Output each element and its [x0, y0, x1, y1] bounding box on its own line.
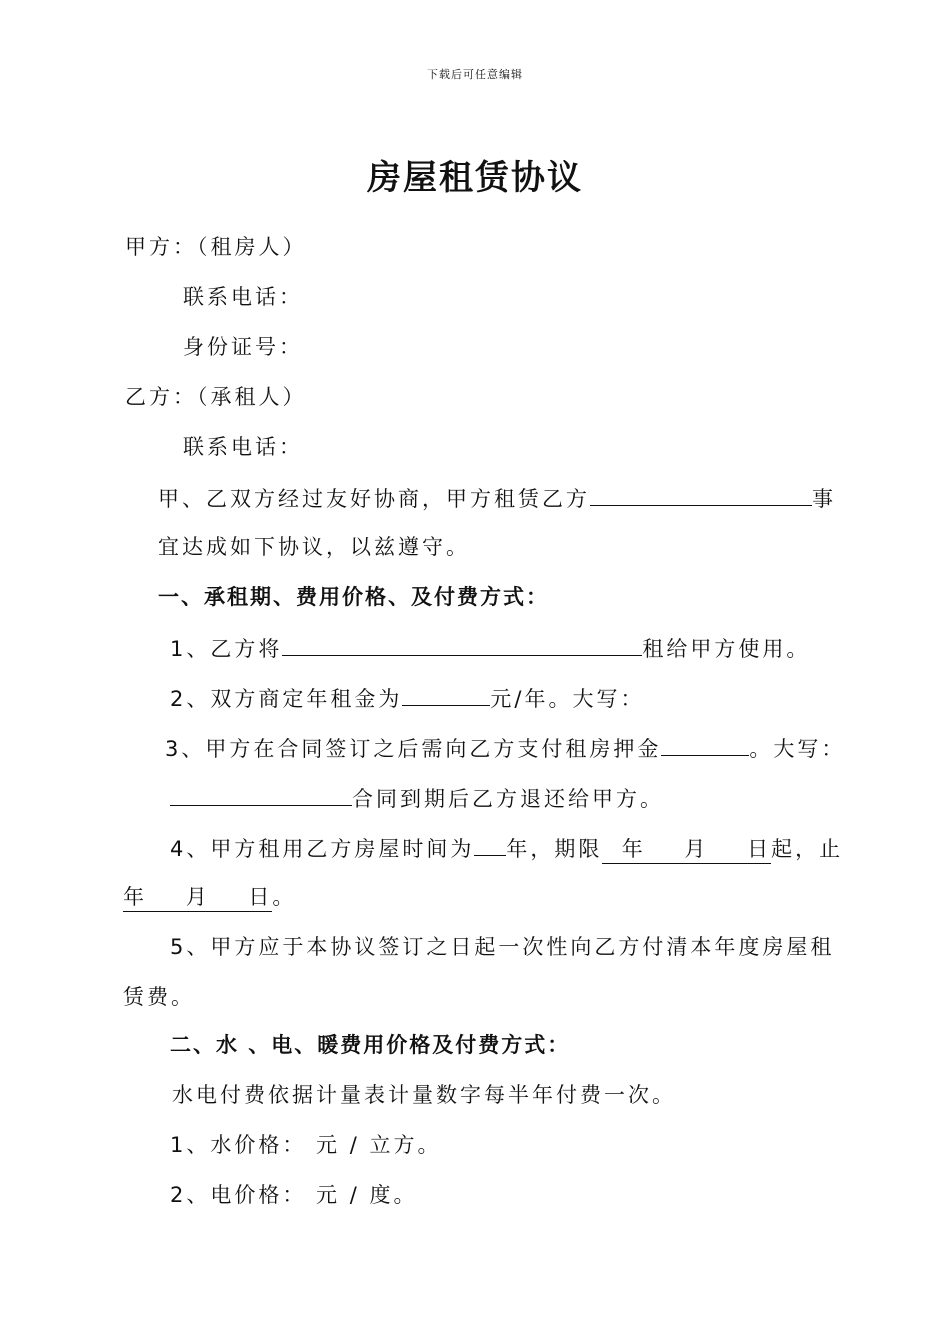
- party-a-phone: 联系电话：: [183, 285, 303, 309]
- clause-2-text-end: 元/年。大写：: [490, 687, 645, 711]
- party-b-label: 乙方：（承租人）: [125, 385, 307, 409]
- section-2-intro: 水电付费依据计量表计量数字每半年付费一次。: [172, 1083, 676, 1107]
- blank-field: [661, 733, 749, 756]
- intro-text-end: 事: [812, 487, 836, 511]
- intro-line-1: [158, 483, 836, 513]
- section-2-heading: 二、水 、电、暖费用价格及付费方式：: [170, 1033, 571, 1057]
- clause-2: [170, 683, 644, 713]
- clause-1: [170, 633, 810, 663]
- blank-field: [170, 783, 352, 806]
- clause-4-text: 4、甲方租用乙方房屋时间为: [170, 837, 475, 861]
- clause-1-text: 1、乙方将: [170, 637, 283, 661]
- water-price: 1、水价格： 元 / 立方。: [170, 1133, 442, 1157]
- party-a-label: 甲方：（租房人）: [125, 235, 307, 259]
- blank-field: [402, 683, 490, 706]
- intro-text: 甲、乙双方经过友好协商，甲方租赁乙方: [158, 487, 590, 511]
- party-a-id: 身份证号：: [183, 335, 303, 359]
- clause-3-line-2: [170, 783, 664, 813]
- clause-1-text-end: 租给甲方使用。: [642, 637, 811, 661]
- clause-5: 5、甲方应于本协议签订之日起一次性向乙方付清本年度房屋租: [170, 935, 835, 959]
- intro-line-2: 宜达成如下协议，以兹遵守。: [158, 535, 470, 559]
- clause-4: [170, 833, 843, 864]
- clause-2-text: 2、双方商定年租金为: [170, 687, 403, 711]
- clause-3: [165, 733, 845, 763]
- page-title: 房屋租赁协议: [367, 158, 583, 198]
- electric-price: 2、电价格： 元 / 度。: [170, 1183, 418, 1207]
- blank-field: [590, 483, 812, 506]
- clause-5-line-2: 赁费。: [123, 985, 195, 1009]
- clause-3-text-end: 。大写：: [749, 737, 846, 761]
- end-date-field: 年 月 日: [123, 883, 272, 912]
- clause-4-text-c: 起，止: [771, 837, 844, 861]
- clause-4-text-b: 年，期限: [506, 837, 603, 861]
- header-note: 下载后可任意编辑: [427, 68, 523, 81]
- blank-field: [282, 633, 642, 656]
- clause-3-text-line-2: 合同到期后乙方退还给甲方。: [352, 787, 664, 811]
- blank-field: [474, 833, 506, 856]
- clause-3-text: 3、甲方在合同签订之后需向乙方支付租房押金: [165, 737, 662, 761]
- clause-4-line-2: [123, 883, 296, 912]
- clause-4-text-end: 。: [272, 885, 297, 909]
- section-1-heading: 一、承租期、费用价格、及付费方式：: [158, 585, 549, 609]
- party-b-phone: 联系电话：: [183, 435, 303, 459]
- start-date-field: 年 月 日: [602, 835, 771, 864]
